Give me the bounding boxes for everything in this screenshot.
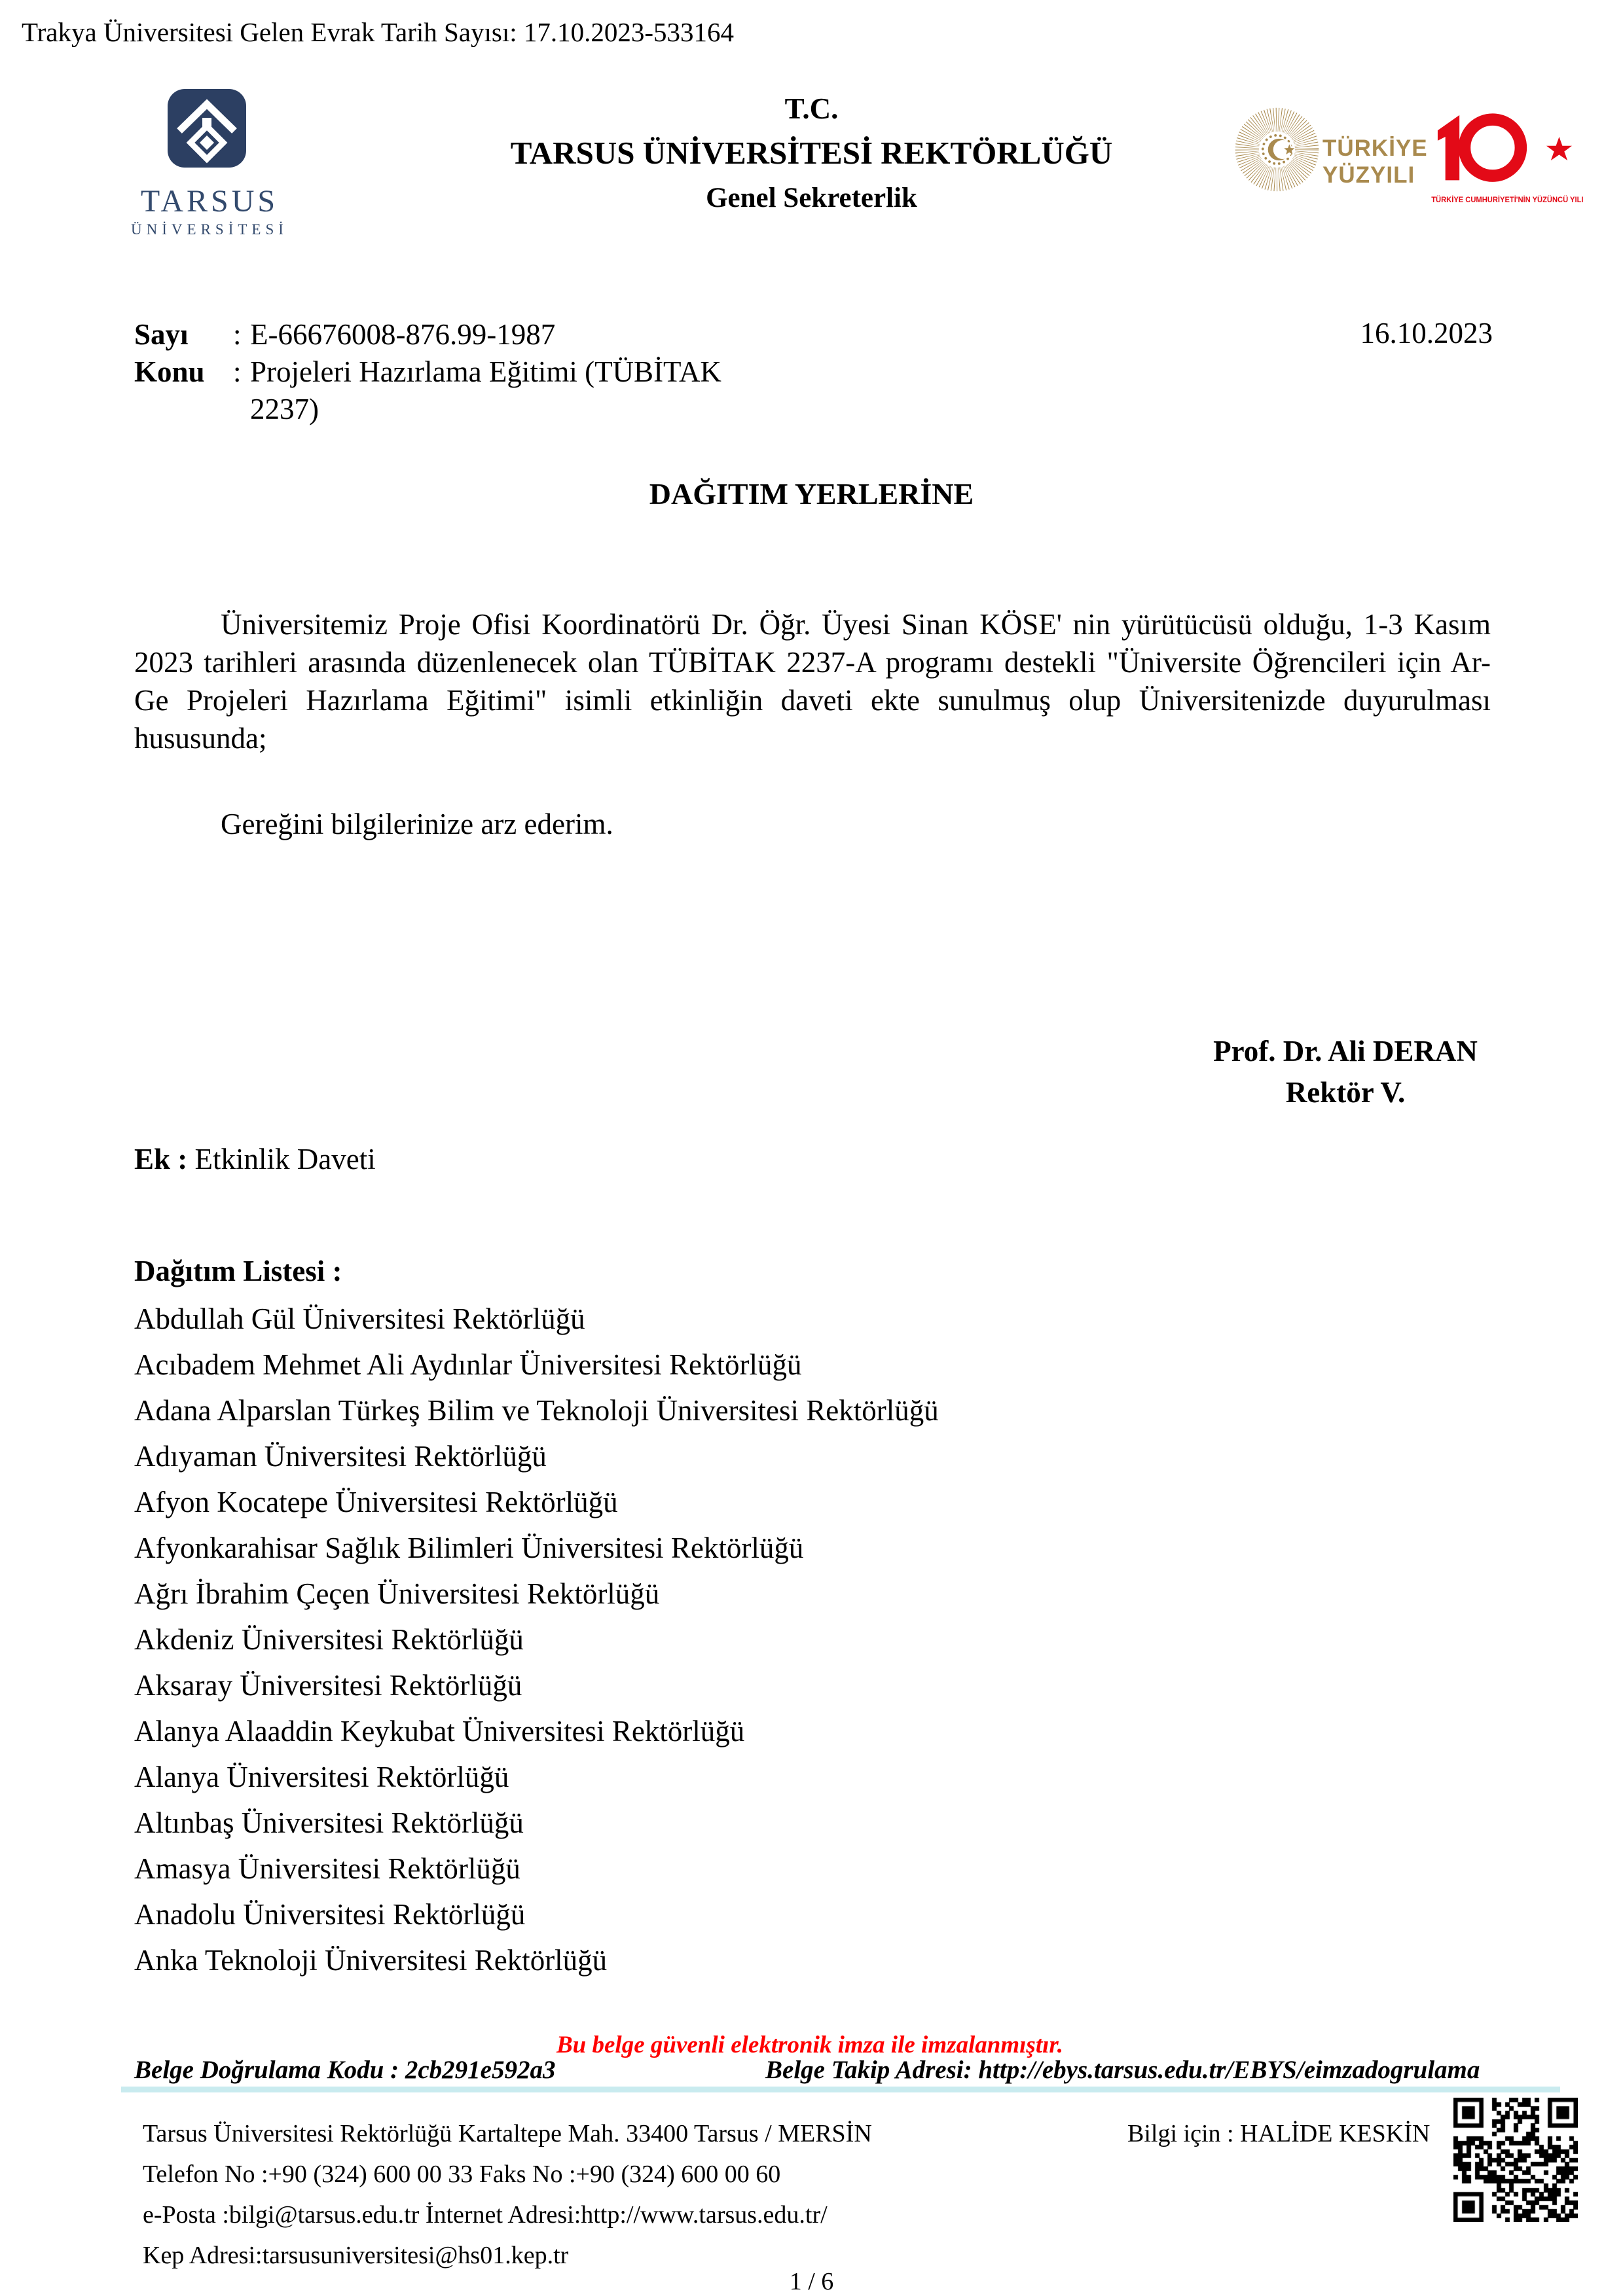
list-item: Adana Alparslan Türkeş Bilim ve Teknoloji Üniversitesi Rektörlüğü bbox=[134, 1394, 939, 1427]
footer-address-line3: e-Posta :bilgi@tarsus.edu.tr İnternet Adresi:http://www.tarsus.edu.tr/ bbox=[143, 2201, 828, 2229]
attachment-row bbox=[134, 1142, 376, 1176]
list-item: Adıyaman Üniversitesi Rektörlüğü bbox=[134, 1440, 547, 1473]
list-item: Ağrı İbrahim Çeçen Üniversitesi Rektörlüğü bbox=[134, 1577, 660, 1610]
list-item: Alanya Alaaddin Keykubat Üniversitesi Rektörlüğü bbox=[134, 1715, 745, 1748]
konu-row bbox=[134, 353, 721, 428]
qr-code bbox=[1453, 2098, 1578, 2222]
centenary-100-logo-icon bbox=[1434, 110, 1575, 192]
tracking-address: Belge Takip Adresi: http://ebys.tarsus.edu.tr/EBYS/eimzadogrulama bbox=[765, 2056, 1480, 2084]
list-item: Abdullah Gül Üniversitesi Rektörlüğü bbox=[134, 1302, 585, 1335]
document-meta bbox=[134, 316, 721, 428]
konu-value-line2: 2237) bbox=[250, 393, 319, 425]
signature-block bbox=[1175, 1031, 1516, 1113]
sayi-row bbox=[134, 316, 721, 353]
signature-name: Prof. Dr. Ali DERAN bbox=[1213, 1035, 1478, 1067]
list-item: Afyon Kocatepe Üniversitesi Rektörlüğü bbox=[134, 1486, 618, 1518]
attachment-value: Etkinlik Daveti bbox=[194, 1143, 376, 1175]
header-tc: T.C. bbox=[784, 92, 839, 125]
sayi-value: E-66676008-876.99-1987 bbox=[250, 318, 556, 351]
distribution-heading: Dağıtım Listesi : bbox=[134, 1255, 342, 1287]
list-item: Akdeniz Üniversitesi Rektörlüğü bbox=[134, 1623, 524, 1656]
konu-value bbox=[250, 353, 721, 428]
yuzyili-line2: YÜZYILI bbox=[1322, 162, 1415, 188]
closing-line: Gereğini bilgilerinize arz ederim. bbox=[221, 808, 613, 840]
incoming-document-stamp: Trakya Üniversitesi Gelen Evrak Tarih Sayısı: 17.10.2023-533164 bbox=[22, 17, 735, 47]
footer-contact-person: Bilgi için : HALİDE KESKİN bbox=[1127, 2120, 1431, 2147]
list-item: Anadolu Üniversitesi Rektörlüğü bbox=[134, 1898, 526, 1931]
footer-address-line4: Kep Adresi:tarsusuniversitesi@hs01.kep.tr bbox=[143, 2242, 569, 2269]
konu-separator: : bbox=[233, 355, 242, 388]
list-item: Aksaray Üniversitesi Rektörlüğü bbox=[134, 1669, 522, 1702]
konu-label: Konu bbox=[134, 355, 205, 388]
sayi-separator: : bbox=[233, 318, 242, 351]
recipient-title: DAĞITIM YERLERİNE bbox=[649, 477, 974, 511]
turkiye-yuzyili-wordmark bbox=[1322, 135, 1428, 188]
yuzyili-line1: TÜRKİYE bbox=[1322, 135, 1428, 161]
centenary-caption: TÜRKİYE CUMHURİYETİ'NİN YÜZÜNCÜ YILI bbox=[1431, 195, 1584, 204]
footer-divider bbox=[121, 2087, 1560, 2092]
header-unit: Genel Sekreterlik bbox=[706, 183, 917, 213]
distribution-list bbox=[134, 1296, 1378, 1983]
list-item: Afyonkarahisar Sağlık Bilimleri Üniversitesi Rektörlüğü bbox=[134, 1532, 804, 1564]
footer-address-line2: Telefon No :+90 (324) 600 00 33 Faks No :+90 (324) 600 00 60 bbox=[143, 2161, 781, 2188]
footer-address-line1: Tarsus Üniversitesi Rektörlüğü Kartaltepe Mah. 33400 Tarsus / MERSİN bbox=[143, 2120, 872, 2147]
turkiye-yuzyili-logo-icon bbox=[1230, 96, 1324, 204]
esignature-note: Bu belge güvenli elektronik imza ile imzalanmıştır. bbox=[556, 2032, 1063, 2058]
list-item: Acıbadem Mehmet Ali Aydınlar Üniversitesi Rektörlüğü bbox=[134, 1348, 802, 1381]
sayi-label: Sayı bbox=[134, 318, 189, 351]
list-item: Anka Teknoloji Üniversitesi Rektörlüğü bbox=[134, 1944, 608, 1977]
list-item: Altınbaş Üniversitesi Rektörlüğü bbox=[134, 1806, 524, 1839]
list-item: Alanya Üniversitesi Rektörlüğü bbox=[134, 1761, 509, 1793]
verification-code: Belge Doğrulama Kodu : 2cb291e592a3 bbox=[134, 2056, 556, 2084]
body-paragraph: Üniversitemiz Proje Ofisi Koordinatörü Dr. Öğr. Üyesi Sinan KÖSE' nin yürütücüsü olduğu, 1-3 Kasım 2023 tarihleri arasında düzenlenecek olan TÜBİTAK 2237-A programı destekli "Üniversite Öğrencileri için Ar-Ge Projeleri Hazırlama Eğitimi" isimli etkinliğin daveti ekte sunulmuş olup Üniversitenizde duyurulması hususunda; bbox=[134, 608, 1491, 755]
document-date: 16.10.2023 bbox=[1360, 317, 1493, 350]
tarsus-logo-name: TARSUS bbox=[140, 184, 279, 219]
header-organization: TARSUS ÜNİVERSİTESİ REKTÖRLÜĞÜ bbox=[510, 135, 1113, 171]
signature-title: Rektör V. bbox=[1285, 1076, 1406, 1109]
konu-value-line1: Projeleri Hazırlama Eğitimi (TÜBİTAK bbox=[250, 355, 721, 388]
page-number: 1 / 6 bbox=[789, 2268, 834, 2295]
list-item: Amasya Üniversitesi Rektörlüğü bbox=[134, 1852, 520, 1885]
attachment-label: Ek : bbox=[134, 1143, 188, 1175]
tarsus-logo-subtitle: ÜNİVERSİTESİ bbox=[131, 221, 288, 238]
